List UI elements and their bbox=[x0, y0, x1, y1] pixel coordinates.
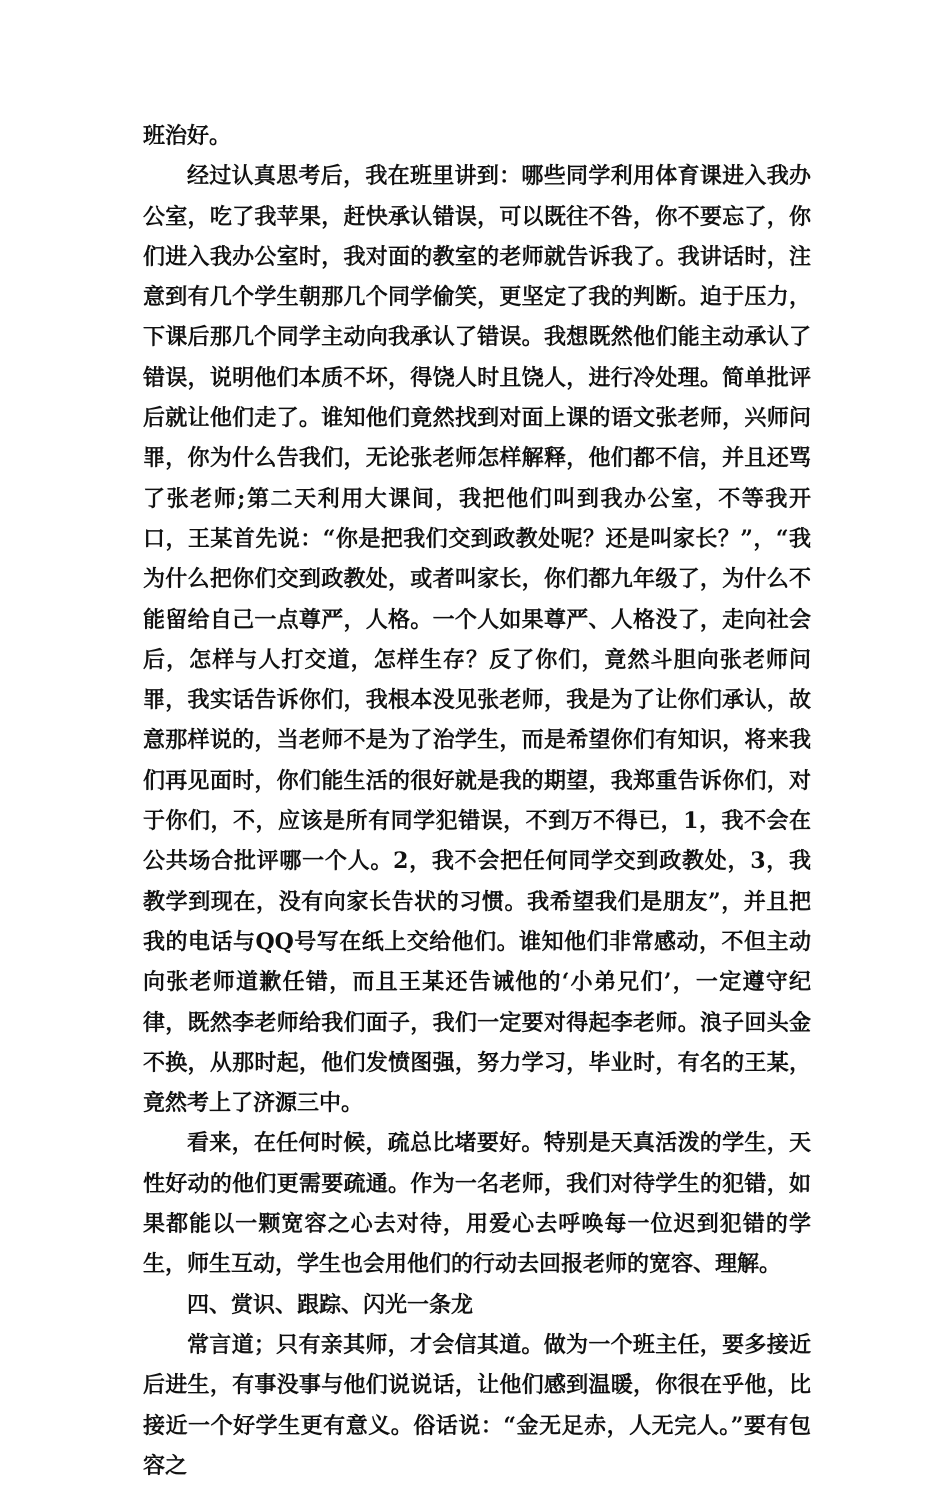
body-text bbox=[143, 116, 811, 1486]
paragraph-story: 经过认真思考后，我在班里讲到：哪些同学利用体育课进入我办公室，吃了我苹果，赶快承认错误，可以既往不咎，你不要忘了，你们进入我办公室时，我对面的教室的老师就告诉我了。我讲话时，注意到有几个学生朝那几个同学偷笑，更坚定了我的判断。迫于压力，下课后那几个同学主动向我承认了错误。我想既然他们能主动承认了错误，说明他们本质不坏，得饶人时且饶人，进行冷处理。简单批评后就让他们走了。谁知他们竟然找到对面上课的语文张老师，兴师问罪，你为什么告我们，无论张老师怎样解释，他们都不信，并且还骂了张老师;第二天利用大课间，我把他们叫到我办公室，不等我开口，王某首先说：“你是把我们交到政教处呢？还是叫家长？”，“我为什么把你们交到政教处，或者叫家长，你们都九年级了，为什么不能留给自己一点尊严，人格。一个人如果尊严、人格没了，走向社会后，怎样与人打交道，怎样生存？反了你们，竟然斗胆向张老师问罪，我实话告诉你们，我根本没见张老师，我是为了让你们承认，故意那样说的，当老师不是为了治学生，而是希望你们有知识，将来我们再见面时，你们能生活的很好就是我的期望，我郑重告诉你们，对于你们，不，应该是所有同学犯错误，不到万不得已，1，我不会在公共场合批评哪一个人。2，我不会把任何同学交到政教处，3，我教学到现在，没有向家长告状的习惯。我希望我们是朋友”，并且把我的电话与QQ号写在纸上交给他们。谁知他们非常感动，不但主动向张老师道歉任错，而且王某还告诫他的‘小弟兄们’，一定遵守纪律，既然李老师给我们面子，我们一定要对得起李老师。浪子回头金不换，从那时起，他们发愤图强，努力学习，毕业时，有名的王某，竟然考上了济源三中。 bbox=[143, 163, 811, 1117]
paragraph-reflection: 看来，在任何时候，疏总比堵要好。特别是天真活泼的学生，天性好动的他们更需要疏通。作为一名老师，我们对待学生的犯错，如果都能以一颗宽容之心去对待，用爱心去呼唤每一位迟到犯错的学生，师生互动，学生也会用他们的行动去回报老师的宽容、理解。 bbox=[143, 1130, 811, 1278]
paragraph-continuation: 班治好。 bbox=[143, 123, 232, 149]
section-heading: 四、赏识、跟踪、闪光一条龙 bbox=[187, 1291, 474, 1318]
paragraph-section-four: 常言道；只有亲其师，才会信其道。做为一个班主任，要多接近后进生，有事没事与他们说说话，让他们感到温暖，你很在乎他，比接近一个好学生更有意义。俗话说：“金无足赤，人无完人。”要有包容之 bbox=[143, 1331, 811, 1479]
